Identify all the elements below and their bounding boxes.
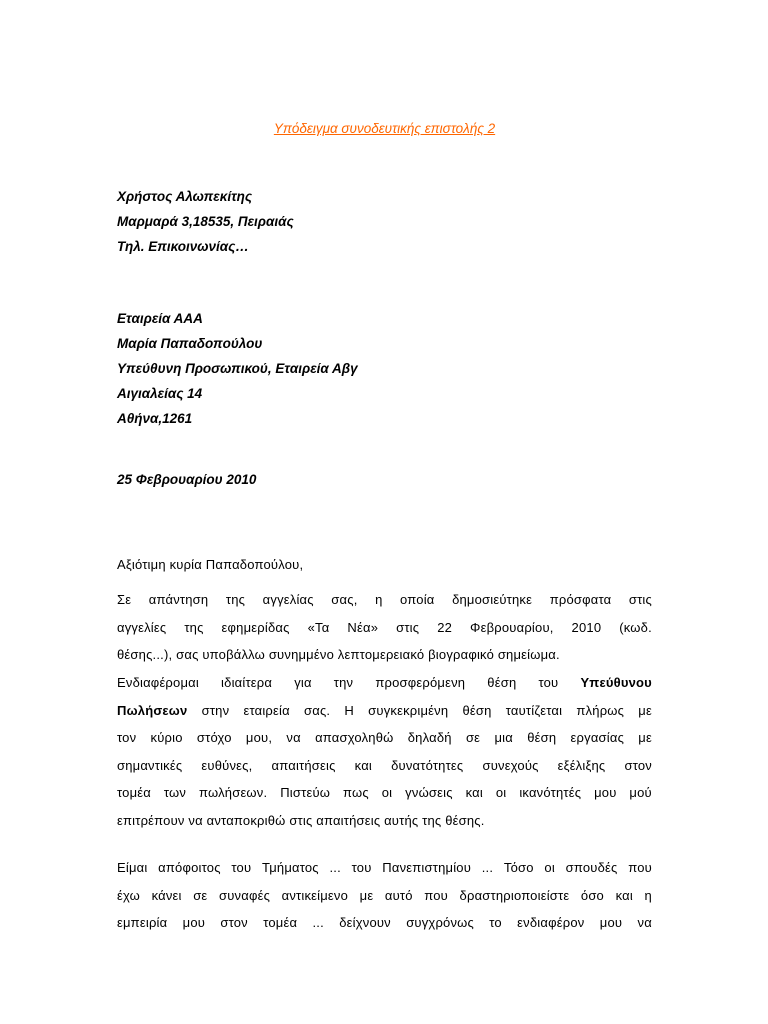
paragraph-1-line: Σε απάντηση της αγγελίας σας, η οποία δημοσιεύτηκε πρόσφατα στις bbox=[117, 592, 652, 607]
sender-phone: Τηλ. Επικοινωνίας… bbox=[117, 239, 249, 254]
paragraph-3-line: έχω κάνει σε συναφές αντικείμενο με αυτό που δραστηριοποιείστε όσο και η bbox=[117, 887, 652, 903]
greeting: Αξιότιμη κυρία Παπαδοπούλου, bbox=[117, 557, 304, 572]
paragraph-1-line: θέσης...), σας υποβάλλω συνημμένο λεπτομερειακό βιογραφικό σημείωμα. bbox=[117, 647, 560, 662]
paragraph-1 bbox=[117, 586, 652, 669]
recipient-street: Αιγιαλείας 14 bbox=[117, 386, 203, 401]
paragraph-2-line: τομέα των πωλήσεων. Πιστεύω πως οι γνώσεις και οι ικανότητές μου μού bbox=[117, 785, 652, 800]
paragraph-3-line: Είμαι απόφοιτος του Τμήματος ... του Πανεπιστημίου ... Τόσο οι σπουδές που bbox=[117, 860, 652, 875]
paragraph-3-line: εμπειρία μου στον τομέα ... δείχνουν συγχρόνως το ενδιαφέρον μου να bbox=[117, 915, 652, 930]
recipient-block bbox=[117, 306, 358, 431]
paragraph-2-line: επιτρέπουν να ανταποκριθώ στις απαιτήσεις αυτής της θέσης. bbox=[117, 812, 485, 828]
paragraph-2-line: σημαντικές ευθύνες, απαιτήσεις και δυνατότητες συνεχούς εξέλιξης στον bbox=[117, 757, 652, 773]
recipient-company: Εταιρεία ΑΑΑ bbox=[117, 311, 203, 326]
paragraph-3 bbox=[117, 854, 652, 937]
paragraph-2-line: Πωλήσεων στην εταιρεία σας. Η συγκεκριμένη θέση ταυτίζεται πλήρως με bbox=[117, 702, 652, 718]
letter-date-block bbox=[117, 467, 256, 492]
document-title: Υπόδειγμα συνοδευτικής επιστολής 2 bbox=[273, 121, 496, 136]
recipient-role: Υπεύθυνη Προσωπικού, Εταιρεία Αβγ bbox=[117, 361, 358, 376]
paragraph-1-line: αγγελίες της εφημερίδας «Τα Νέα» στις 22 Φεβρουαρίου, 2010 (κωδ. bbox=[117, 619, 652, 635]
paragraph-2-line: τον κύριο στόχο μου, να απασχοληθώ δηλαδή σε μια θέση εργασίας με bbox=[117, 730, 652, 745]
letter-date: 25 Φεβρουαρίου 2010 bbox=[117, 472, 257, 487]
recipient-name: Μαρία Παπαδοπούλου bbox=[117, 336, 263, 351]
paragraph-2-line: Ενδιαφέρομαι ιδιαίτερα για την προσφερόμενη θέση του Υπεύθυνου bbox=[117, 675, 652, 690]
recipient-city: Αθήνα,1261 bbox=[117, 411, 193, 426]
paragraph-2 bbox=[117, 669, 652, 834]
sender-name: Χρήστος Αλωπεκίτης bbox=[117, 189, 253, 204]
sender-block bbox=[117, 184, 294, 259]
sender-address: Μαρμαρά 3,18535, Πειραιάς bbox=[117, 214, 294, 229]
